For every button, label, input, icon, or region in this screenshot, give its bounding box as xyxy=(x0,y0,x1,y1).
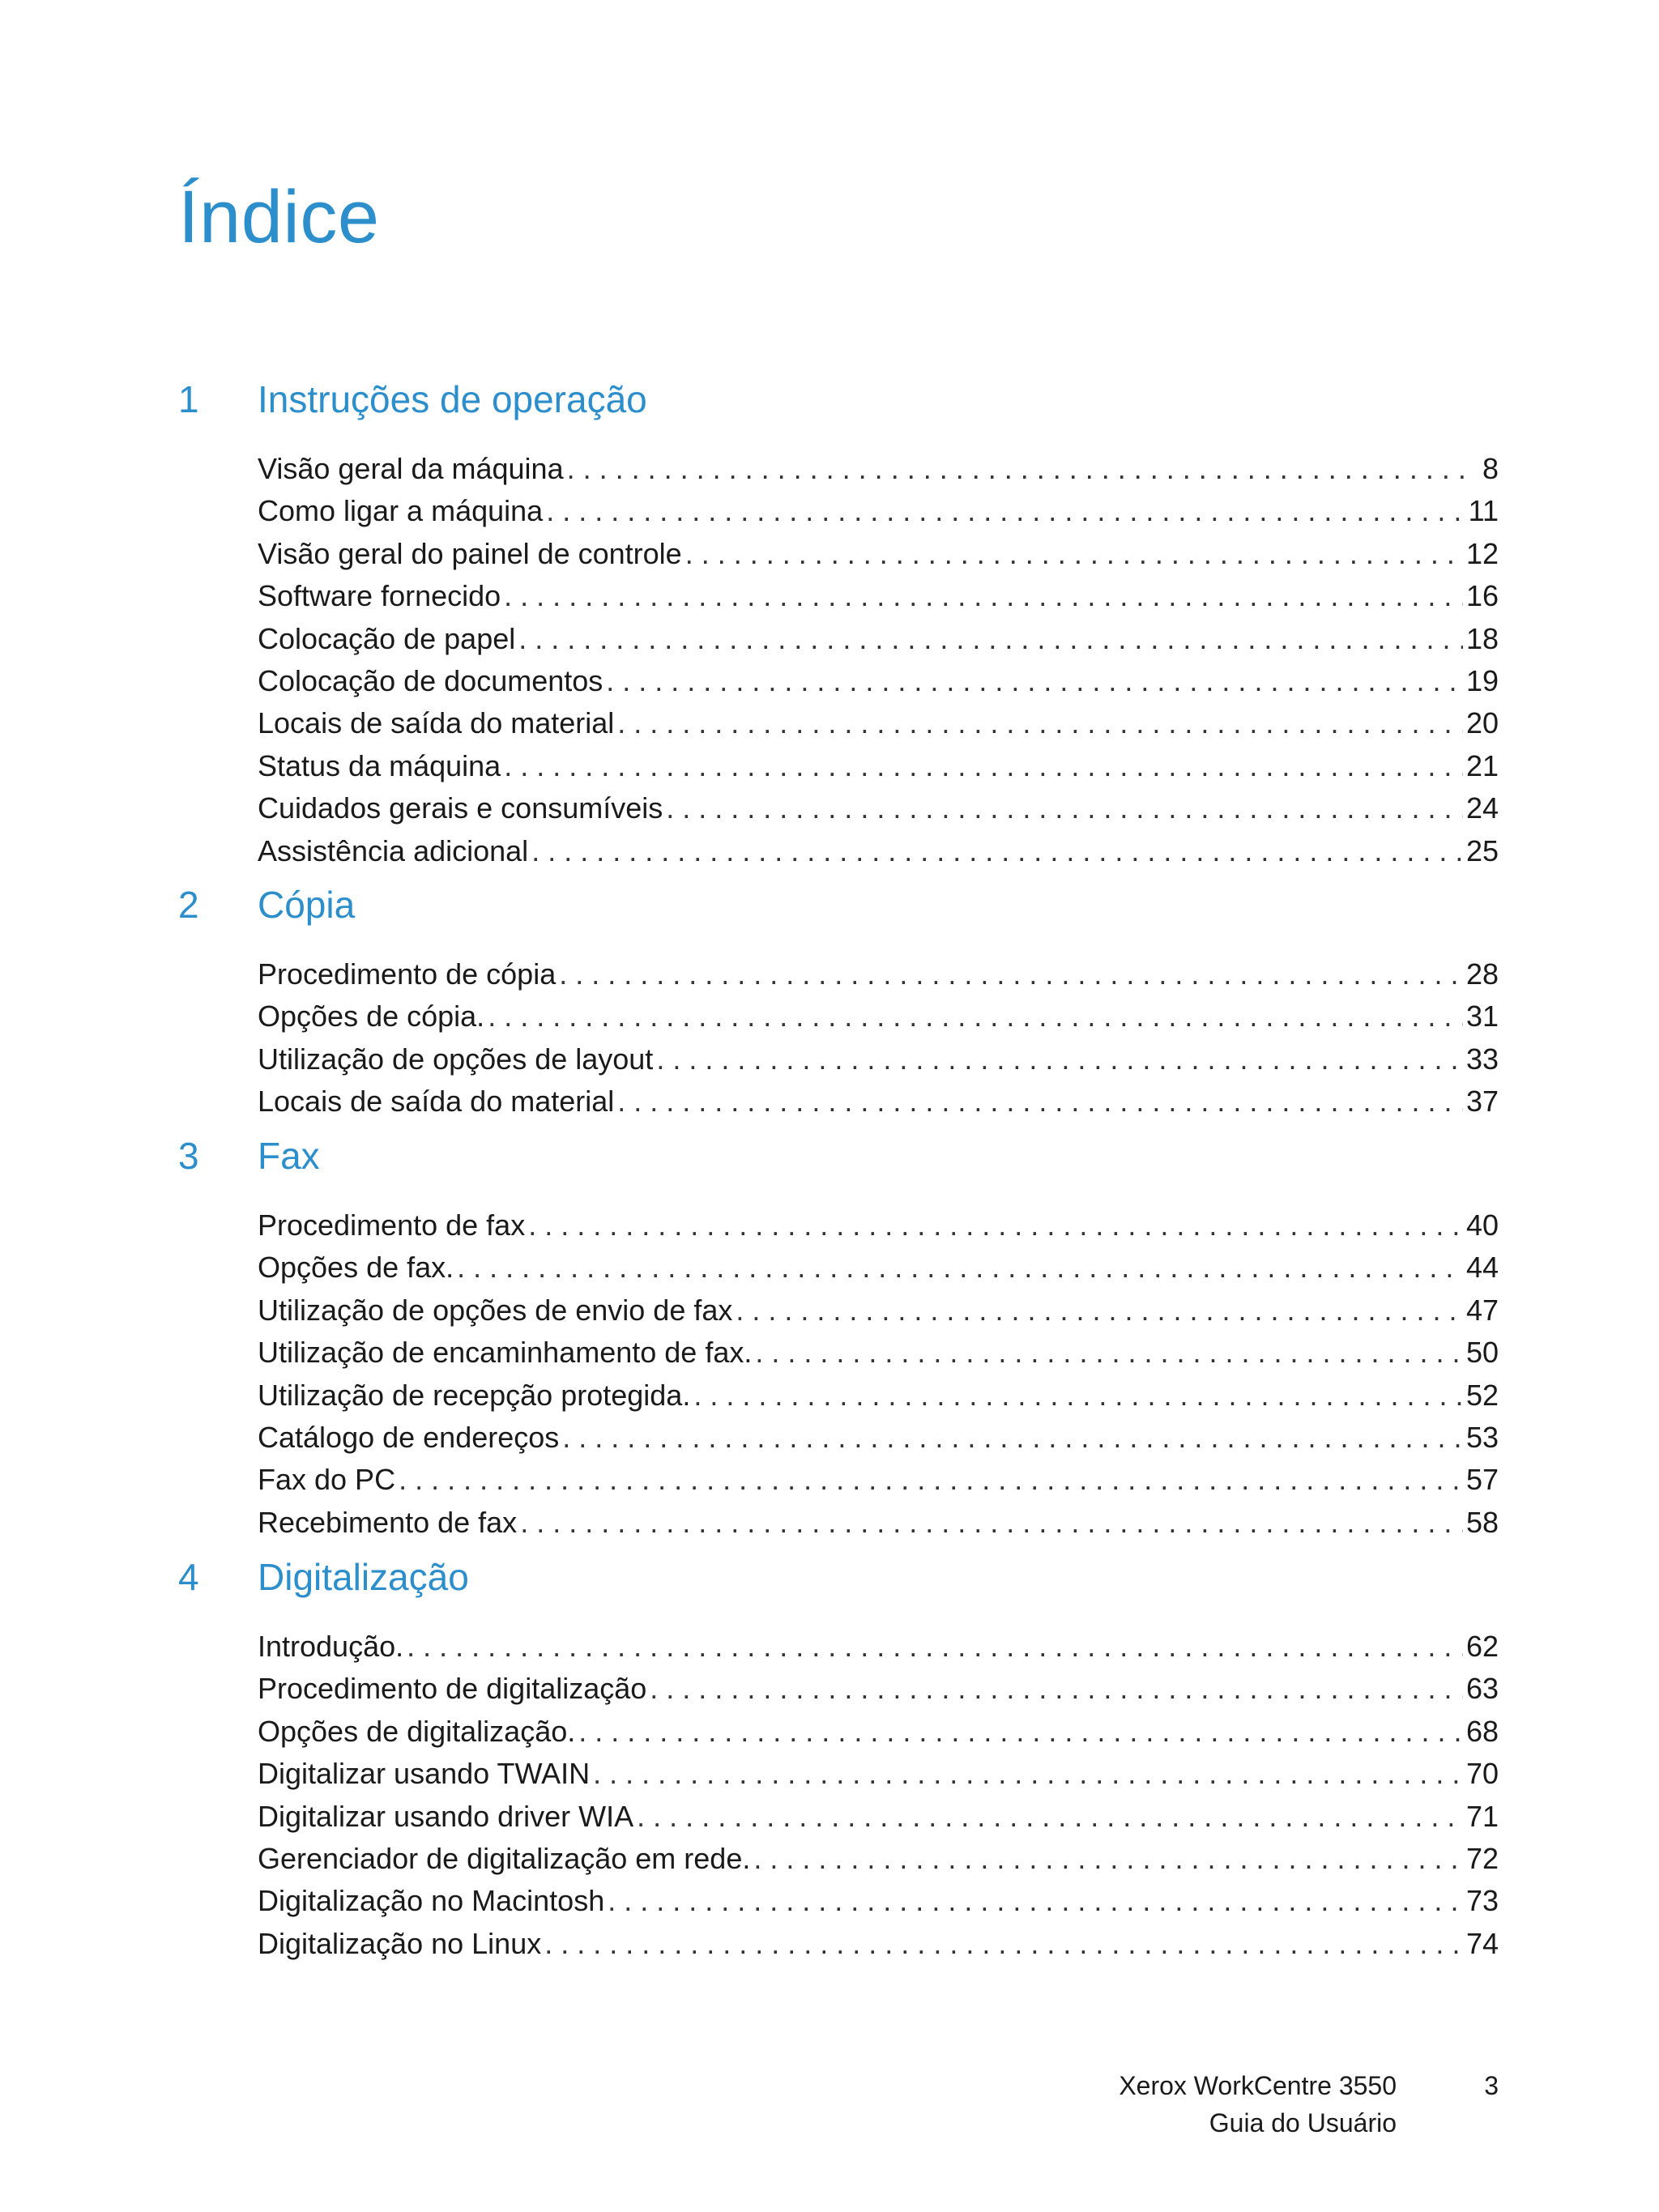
chapter-number: 3 xyxy=(178,1135,199,1177)
toc-entry-page-number[interactable]: 11 xyxy=(1468,494,1499,528)
toc-entry[interactable] xyxy=(258,533,1499,575)
dot-leader xyxy=(407,1626,1463,1668)
toc-entry-page-number[interactable]: 71 xyxy=(1465,1799,1499,1833)
toc-entry-page-number[interactable]: 70 xyxy=(1465,1757,1499,1791)
toc-entry-page-number[interactable]: 44 xyxy=(1465,1251,1499,1285)
chapter-title[interactable]: Digitalização xyxy=(258,1556,469,1598)
toc-entry[interactable] xyxy=(258,618,1499,660)
toc-entry-page-number[interactable]: 18 xyxy=(1465,621,1499,655)
toc-entry-page-number[interactable]: 33 xyxy=(1465,1042,1499,1076)
chapter-heading xyxy=(0,371,1659,428)
toc-entry-title[interactable]: Locais de saída do material xyxy=(258,1085,615,1119)
dot-leader xyxy=(546,490,1465,532)
toc-entry[interactable] xyxy=(258,660,1499,702)
dot-leader xyxy=(457,1247,1463,1289)
dot-leader xyxy=(637,1796,1463,1838)
toc-entry-page-number[interactable]: 12 xyxy=(1465,536,1499,570)
toc-entry-title[interactable]: Procedimento de fax xyxy=(258,1208,526,1242)
footer-page-number: 3 xyxy=(1484,2071,1499,2100)
toc-entry-page-number[interactable]: 63 xyxy=(1465,1672,1499,1706)
toc-entry-title[interactable]: Fax do PC xyxy=(258,1463,396,1497)
dot-leader xyxy=(504,575,1463,617)
toc-entry-title[interactable]: Utilização de encaminhamento de fax. xyxy=(258,1336,753,1370)
toc-entry-title[interactable]: Digitalização no Macintosh xyxy=(258,1884,605,1918)
dot-leader xyxy=(562,1417,1463,1459)
chapter-heading xyxy=(0,1549,1659,1605)
footer-product-name: Xerox WorkCentre 3550 xyxy=(1119,2071,1397,2100)
toc-entry[interactable] xyxy=(258,1332,1499,1374)
toc-entry-title[interactable]: Opções de cópia. xyxy=(258,999,485,1034)
toc-entry-page-number[interactable]: 62 xyxy=(1465,1630,1499,1663)
toc-entry[interactable] xyxy=(258,995,1499,1038)
dot-leader xyxy=(518,618,1463,660)
toc-entry-title[interactable]: Locais de saída do material xyxy=(258,706,615,740)
toc-entry[interactable] xyxy=(258,1923,1499,1965)
toc-entry[interactable] xyxy=(258,1247,1499,1289)
chapter-title[interactable]: Fax xyxy=(258,1135,320,1177)
chapter-number: 2 xyxy=(178,884,199,926)
toc-entry[interactable] xyxy=(258,1796,1499,1838)
toc-entry-title[interactable]: Catálogo de endereços xyxy=(258,1421,560,1454)
toc-entry[interactable] xyxy=(258,1838,1499,1880)
toc-entry-page-number[interactable]: 24 xyxy=(1465,791,1499,825)
toc-entry-title[interactable]: Opções de digitalização. xyxy=(258,1714,576,1748)
dot-leader xyxy=(528,1204,1463,1247)
toc-entry[interactable] xyxy=(258,1417,1499,1459)
dot-leader xyxy=(606,660,1463,702)
dot-leader xyxy=(650,1668,1463,1710)
toc-entry-page-number[interactable]: 53 xyxy=(1465,1421,1499,1454)
toc-entry-page-number[interactable]: 40 xyxy=(1465,1208,1499,1242)
dot-leader xyxy=(399,1459,1463,1501)
toc-entry-title[interactable]: Introdução. xyxy=(258,1630,404,1663)
dot-leader xyxy=(531,830,1463,872)
toc-entry[interactable] xyxy=(258,953,1499,995)
dot-leader xyxy=(504,745,1463,787)
toc-entry-title[interactable]: Recebimento de fax xyxy=(258,1505,518,1539)
toc-entry[interactable] xyxy=(258,490,1499,532)
toc-entry-page-number[interactable]: 73 xyxy=(1465,1884,1499,1918)
toc-entry-title[interactable]: Visão geral do painel de controle xyxy=(258,536,682,570)
dot-leader xyxy=(617,1080,1463,1123)
toc-entry-title[interactable]: Assistência adicional xyxy=(258,833,529,867)
dot-leader xyxy=(736,1289,1463,1332)
toc-entry-title[interactable]: Utilização de opções de envio de fax xyxy=(258,1293,733,1327)
dot-leader xyxy=(578,1711,1463,1753)
toc-entry-page-number[interactable]: 19 xyxy=(1465,664,1499,697)
dot-leader xyxy=(755,1332,1463,1374)
toc-entry-title[interactable]: Procedimento de cópia xyxy=(258,957,557,991)
toc-entry-page-number[interactable]: 58 xyxy=(1465,1505,1499,1539)
dot-leader xyxy=(567,448,1471,490)
toc-entry-title[interactable]: Visão geral da máquina xyxy=(258,452,564,485)
toc-entry-title[interactable]: Como ligar a máquina xyxy=(258,494,544,528)
toc-entry-page-number[interactable]: 25 xyxy=(1465,833,1499,867)
dot-leader xyxy=(685,533,1463,575)
toc-entry[interactable] xyxy=(258,448,1499,490)
toc-entry-title[interactable]: Software fornecido xyxy=(258,579,501,613)
toc-entry[interactable] xyxy=(258,1038,1499,1080)
dot-leader xyxy=(544,1923,1463,1965)
toc-entry-page-number[interactable]: 72 xyxy=(1465,1842,1499,1875)
toc-entry-title[interactable]: Procedimento de digitalização xyxy=(258,1672,647,1706)
toc-entry[interactable] xyxy=(258,575,1499,617)
dot-leader xyxy=(520,1502,1463,1544)
toc-entry-page-number[interactable]: 47 xyxy=(1465,1293,1499,1327)
toc-entry-title[interactable]: Status da máquina xyxy=(258,748,501,782)
toc-entry[interactable] xyxy=(258,1626,1499,1668)
dot-leader xyxy=(693,1375,1463,1417)
toc-entry[interactable] xyxy=(258,702,1499,744)
toc-entry[interactable] xyxy=(258,1880,1499,1922)
dot-leader xyxy=(666,787,1463,829)
toc-entry[interactable] xyxy=(258,1289,1499,1332)
toc-entry[interactable] xyxy=(258,1080,1499,1123)
toc-entry[interactable] xyxy=(258,1753,1499,1795)
dot-leader xyxy=(656,1038,1463,1080)
page-title: Índice xyxy=(178,176,380,258)
chapter-number: 1 xyxy=(178,378,199,420)
toc-entry[interactable] xyxy=(258,1375,1499,1417)
toc-entry-title[interactable]: Opções de fax. xyxy=(258,1251,454,1285)
toc-entry-page-number[interactable]: 37 xyxy=(1465,1085,1499,1119)
dot-leader xyxy=(559,953,1463,995)
toc-entry[interactable] xyxy=(258,1204,1499,1247)
toc-entry-page-number[interactable]: 20 xyxy=(1465,706,1499,740)
dot-leader xyxy=(617,702,1463,744)
toc-entry-page-number[interactable]: 8 xyxy=(1482,452,1499,485)
toc-entry-title[interactable]: Utilização de opções de layout xyxy=(258,1042,654,1076)
toc-entry-page-number[interactable]: 21 xyxy=(1465,748,1499,782)
chapter-heading xyxy=(0,1127,1659,1184)
toc-entry-title[interactable]: Digitalizar usando driver WIA xyxy=(258,1799,634,1833)
toc-entry-title[interactable]: Colocação de papel xyxy=(258,621,516,655)
toc-entry-page-number[interactable]: 16 xyxy=(1465,579,1499,613)
toc-entry-title[interactable]: Digitalizar usando TWAIN xyxy=(258,1757,591,1791)
toc-entry-title[interactable]: Cuidados gerais e consumíveis xyxy=(258,791,663,825)
toc-entry[interactable] xyxy=(258,1711,1499,1753)
dot-leader xyxy=(593,1753,1463,1795)
toc-entry-title[interactable]: Colocação de documentos xyxy=(258,664,603,697)
toc-entry[interactable] xyxy=(258,1459,1499,1501)
toc-entry[interactable] xyxy=(258,787,1499,829)
toc-entry-page-number[interactable]: 50 xyxy=(1465,1336,1499,1370)
chapter-heading xyxy=(0,876,1659,933)
chapter-number: 4 xyxy=(178,1556,199,1598)
toc-entry[interactable] xyxy=(258,1668,1499,1710)
toc-entry-title[interactable]: Utilização de recepção protegida. xyxy=(258,1378,691,1412)
toc-entry-title[interactable]: Gerenciador de digitalização em rede. xyxy=(258,1842,751,1875)
toc-entry-page-number[interactable]: 74 xyxy=(1465,1926,1499,1960)
toc-entry[interactable] xyxy=(258,1502,1499,1544)
dot-leader xyxy=(753,1838,1463,1880)
dot-leader xyxy=(608,1880,1463,1922)
toc-entry-page-number[interactable]: 28 xyxy=(1465,957,1499,991)
toc-entry-page-number[interactable]: 68 xyxy=(1465,1714,1499,1748)
footer-guide-name: Guia do Usuário xyxy=(1209,2108,1397,2137)
toc-entry-title[interactable]: Digitalização no Linux xyxy=(258,1926,542,1960)
toc-entry[interactable] xyxy=(258,745,1499,787)
toc-entry[interactable] xyxy=(258,830,1499,872)
toc-entry-page-number[interactable]: 57 xyxy=(1465,1463,1499,1497)
toc-entry-page-number[interactable]: 31 xyxy=(1465,999,1499,1034)
dot-leader xyxy=(488,995,1463,1038)
toc-entry-page-number[interactable]: 52 xyxy=(1465,1378,1499,1412)
chapter-title[interactable]: Cópia xyxy=(258,884,356,926)
chapter-title[interactable]: Instruções de operação xyxy=(258,378,647,420)
